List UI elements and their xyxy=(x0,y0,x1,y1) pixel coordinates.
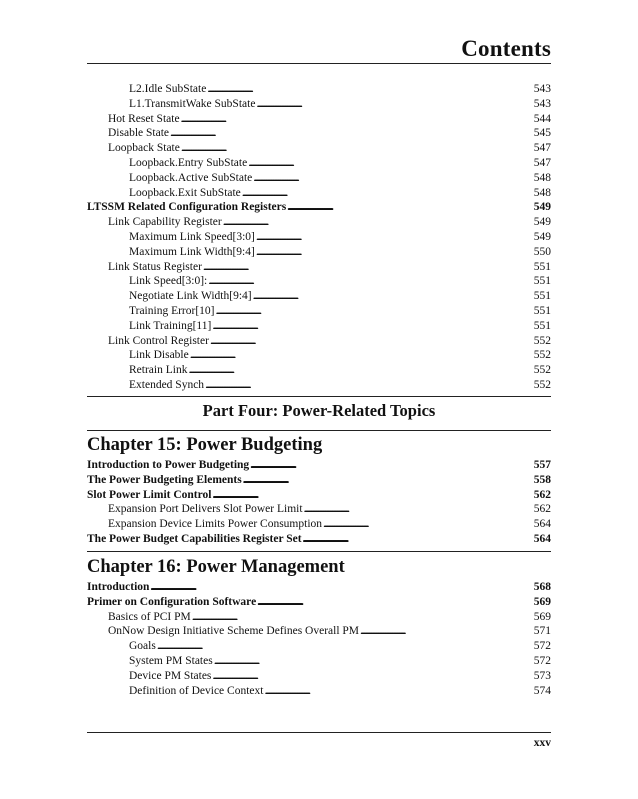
toc-entry xyxy=(87,304,551,319)
toc-entry xyxy=(87,260,551,275)
toc-entry-page: 551 xyxy=(533,319,551,332)
toc-entry-page: 562 xyxy=(533,488,551,501)
dot-leader xyxy=(323,517,533,532)
toc-entry xyxy=(87,289,551,304)
toc-entry-page: 564 xyxy=(533,532,551,545)
toc-entry-page: 571 xyxy=(533,625,551,638)
toc-entry-label: Goals xyxy=(129,640,156,653)
chapter-15-rule xyxy=(87,551,551,552)
toc-entry-label: Loopback State xyxy=(108,142,180,155)
dot-leader xyxy=(150,580,532,595)
toc-entry-page: 568 xyxy=(533,581,551,593)
toc-entry-page: 549 xyxy=(533,230,551,243)
dot-leader xyxy=(303,532,533,547)
toc-entry-page: 551 xyxy=(533,290,551,303)
toc-entry-label: Basics of PCI PM xyxy=(108,610,191,623)
toc-entry-page: 572 xyxy=(533,654,551,667)
toc-entry-label: Training Error[10] xyxy=(129,304,215,317)
toc-entry xyxy=(87,488,551,503)
dot-leader xyxy=(253,171,532,186)
toc-entry-label: Loopback.Entry SubState xyxy=(129,156,248,169)
dot-leader xyxy=(208,274,533,289)
toc-entry xyxy=(87,580,551,595)
toc-entry-page: 572 xyxy=(533,640,551,653)
dot-leader xyxy=(210,334,533,349)
dot-leader xyxy=(203,260,533,275)
chapter-15-title: Chapter 15: Power Budgeting xyxy=(87,435,323,455)
toc-entry-page: 552 xyxy=(533,378,551,391)
toc-section-ltssm xyxy=(87,82,551,393)
toc-entry xyxy=(87,112,551,127)
toc-entry-page: 545 xyxy=(533,127,551,140)
toc-entry xyxy=(87,334,551,349)
page-header-title: Contents xyxy=(461,36,551,61)
toc-entry-page: 548 xyxy=(533,186,551,199)
toc-entry-label: OnNow Design Initiative Scheme Defines Overall PM xyxy=(108,625,360,638)
toc-entry-page: 552 xyxy=(533,334,551,347)
toc-entry xyxy=(87,319,551,334)
toc-entry-page: 558 xyxy=(533,473,551,486)
dot-leader xyxy=(223,215,533,230)
toc-entry-page: 549 xyxy=(533,201,551,214)
toc-entry-label: Expansion Device Limits Power Consumption xyxy=(108,518,323,531)
toc-entry-page: 573 xyxy=(533,669,551,682)
footer-rule xyxy=(87,732,551,733)
dot-leader xyxy=(256,245,533,260)
toc-entry-page: 551 xyxy=(533,304,551,317)
toc-entry-label: The Power Budget Capabilities Register Set xyxy=(87,532,302,545)
toc-entry xyxy=(87,610,551,625)
toc-entry xyxy=(87,200,551,215)
toc-entry xyxy=(87,230,551,245)
toc-entry-page: 552 xyxy=(533,364,551,377)
toc-entry-page: 552 xyxy=(533,349,551,362)
toc-entry-label: Retrain Link xyxy=(129,364,188,377)
part-rule-bottom xyxy=(87,430,551,431)
toc-entry xyxy=(87,215,551,230)
toc-entry-page: 564 xyxy=(533,518,551,531)
page-number: xxv xyxy=(533,737,551,749)
dot-leader xyxy=(181,112,533,127)
toc-entry xyxy=(87,348,551,363)
part-title: Part Four: Power-Related Topics xyxy=(202,401,436,420)
chapter-16-title: Chapter 16: Power Management xyxy=(87,557,345,577)
toc-entry xyxy=(87,595,551,610)
toc-entry-label: Link Capability Register xyxy=(108,216,222,229)
toc-entry xyxy=(87,274,551,289)
toc-entry xyxy=(87,82,551,97)
toc-entry-label: Loopback.Active SubState xyxy=(129,171,253,184)
dot-leader xyxy=(190,348,533,363)
toc-entry-page: 549 xyxy=(533,216,551,229)
dot-leader xyxy=(287,200,533,215)
toc-entry xyxy=(87,624,551,639)
dot-leader xyxy=(214,654,533,669)
toc-entry-label: Link Speed[3:0]: xyxy=(129,275,208,288)
toc-chapter-16 xyxy=(87,580,551,698)
toc-entry-page: 543 xyxy=(533,97,551,110)
toc-entry-page: 543 xyxy=(533,83,551,95)
header-rule xyxy=(87,63,551,64)
toc-entry-label: Link Control Register xyxy=(108,334,209,347)
toc-entry xyxy=(87,532,551,547)
toc-entry xyxy=(87,458,551,473)
toc-entry-label: Disable State xyxy=(108,127,169,140)
toc-entry-label: The Power Budgeting Elements xyxy=(87,473,242,486)
dot-leader xyxy=(212,319,532,334)
dot-leader xyxy=(360,624,533,639)
dot-leader xyxy=(170,126,533,141)
toc-entry-label: Extended Synch xyxy=(129,378,205,391)
toc-entry xyxy=(87,141,551,156)
toc-entry-page: 557 xyxy=(533,459,551,471)
toc-entry xyxy=(87,502,551,517)
dot-leader xyxy=(256,97,532,112)
toc-entry-label: Definition of Device Context xyxy=(129,684,264,697)
dot-leader xyxy=(207,82,532,97)
toc-entry xyxy=(87,654,551,669)
toc-entry-page: 544 xyxy=(533,112,551,125)
toc-entry-label: Link Training[11] xyxy=(129,319,212,332)
toc-entry-page: 547 xyxy=(533,142,551,155)
toc-entry-label: Link Disable xyxy=(129,349,189,362)
dot-leader xyxy=(242,186,533,201)
toc-entry xyxy=(87,639,551,654)
toc-entry-page: 547 xyxy=(533,156,551,169)
toc-entry xyxy=(87,126,551,141)
toc-entry-label: L2.Idle SubState xyxy=(129,83,207,95)
toc-entry xyxy=(87,186,551,201)
toc-entry-label: Introduction to Power Budgeting xyxy=(87,459,250,471)
toc-entry xyxy=(87,363,551,378)
dot-leader xyxy=(181,141,533,156)
dot-leader xyxy=(212,669,532,684)
toc-entry-label: Device PM States xyxy=(129,669,212,682)
toc-entry-label: Expansion Port Delivers Slot Power Limit xyxy=(108,503,303,516)
toc-entry-label: Hot Reset State xyxy=(108,112,180,125)
toc-entry-label: Link Status Register xyxy=(108,260,202,273)
dot-leader xyxy=(243,473,533,488)
toc-entry-label: Introduction xyxy=(87,581,150,593)
toc-entry-page: 551 xyxy=(533,260,551,273)
dot-leader xyxy=(256,230,533,245)
toc-entry-label: Maximum Link Width[9:4] xyxy=(129,245,255,258)
dot-leader xyxy=(205,378,533,393)
toc-entry-label: Maximum Link Speed[3:0] xyxy=(129,230,255,243)
toc-entry-page: 569 xyxy=(533,595,551,608)
toc-entry xyxy=(87,378,551,393)
toc-entry-page: 569 xyxy=(533,610,551,623)
toc-entry-label: LTSSM Related Configuration Registers xyxy=(87,201,287,214)
toc-entry xyxy=(87,517,551,532)
toc-entry xyxy=(87,473,551,488)
dot-leader xyxy=(264,684,532,699)
toc-chapter-15 xyxy=(87,458,551,547)
toc-entry-label: L1.TransmitWake SubState xyxy=(129,97,256,110)
dot-leader xyxy=(250,458,533,473)
dot-leader xyxy=(188,363,532,378)
dot-leader xyxy=(212,488,532,503)
toc-entry-page: 551 xyxy=(533,275,551,288)
toc-entry-page: 548 xyxy=(533,171,551,184)
dot-leader xyxy=(304,502,533,517)
toc-entry xyxy=(87,669,551,684)
toc-entry xyxy=(87,684,551,699)
toc-entry-label: Primer on Configuration Software xyxy=(87,595,257,608)
dot-leader xyxy=(248,156,533,171)
toc-entry-page: 550 xyxy=(533,245,551,258)
toc-entry xyxy=(87,245,551,260)
toc-entry-page: 574 xyxy=(533,684,551,697)
toc-entry xyxy=(87,156,551,171)
part-rule-top xyxy=(87,396,551,397)
toc-entry-label: Negotiate Link Width[9:4] xyxy=(129,290,252,303)
toc-entry-label: System PM States xyxy=(129,654,213,667)
toc-entry xyxy=(87,171,551,186)
dot-leader xyxy=(216,304,533,319)
dot-leader xyxy=(192,610,533,625)
toc-entry-label: Slot Power Limit Control xyxy=(87,488,212,501)
toc-entry xyxy=(87,97,551,112)
toc-entry-page: 562 xyxy=(533,503,551,516)
dot-leader xyxy=(253,289,533,304)
dot-leader xyxy=(257,595,533,610)
dot-leader xyxy=(157,639,533,654)
toc-entry-label: Loopback.Exit SubState xyxy=(129,186,241,199)
